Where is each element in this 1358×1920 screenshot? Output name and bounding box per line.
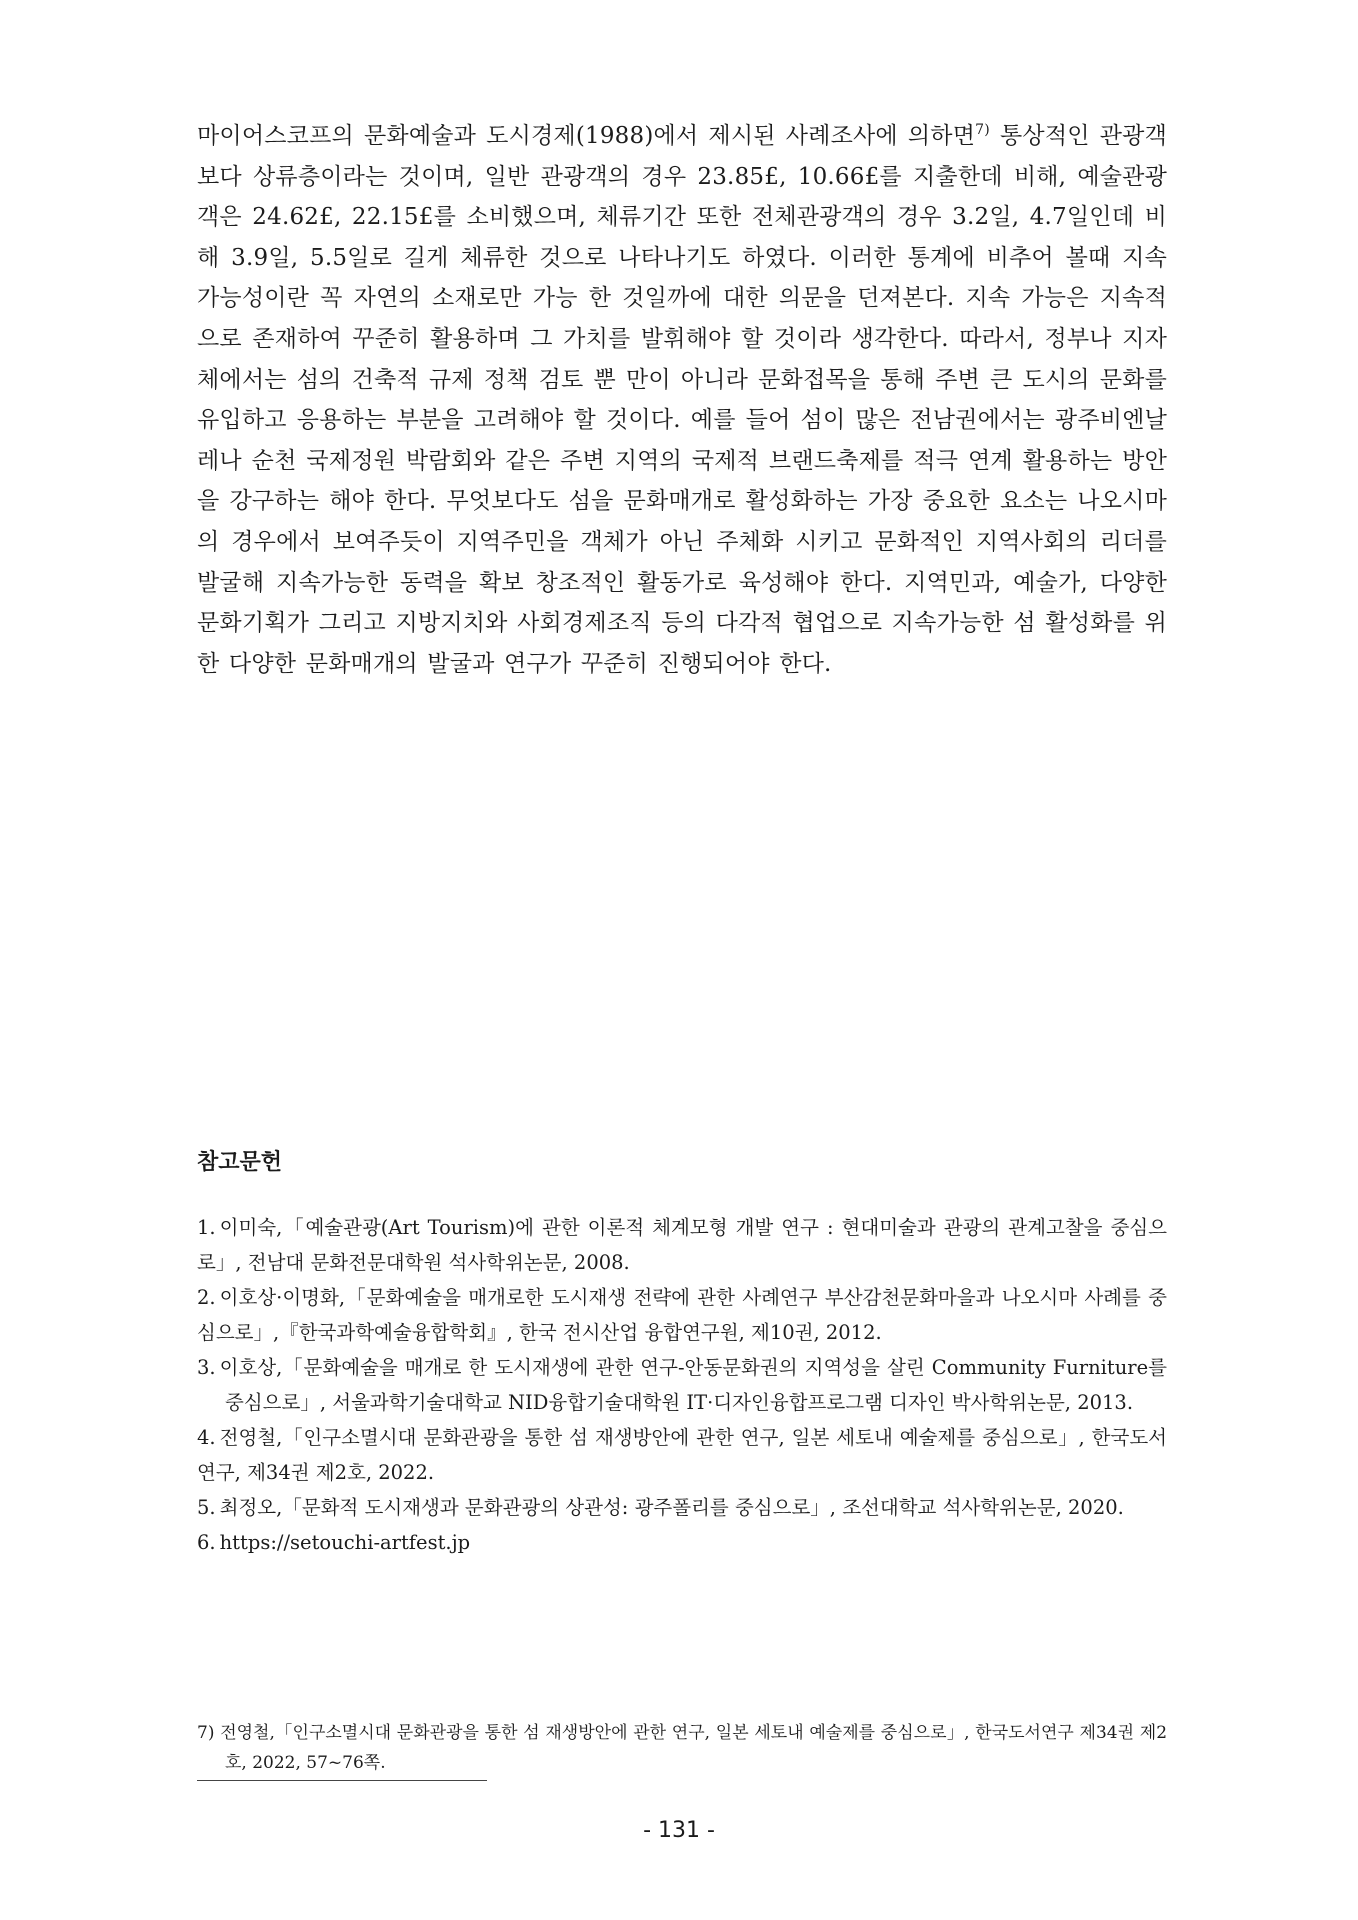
reference-item — [197, 1525, 1167, 1560]
reference-text: 최정오,「문화적 도시재생과 문화관광의 상관성: 광주폴리를 중심으로」, 조선대학교 석사학위논문, 2020. — [219, 1496, 1124, 1519]
reference-item — [197, 1490, 1167, 1525]
body-text-start: 마이어스코프의 문화예술과 도시경제(1988)에서 제시된 사례조사에 의하면 — [197, 123, 976, 149]
footnote-marker: 7) — [197, 1723, 215, 1743]
references-heading: 참고문헌 — [197, 1150, 283, 1175]
reference-item — [197, 1210, 1167, 1280]
reference-link[interactable]: https://setouchi-artfest.jp — [219, 1531, 471, 1554]
reference-text: 이호상,「문화예술을 매개로 한 도시재생에 관한 연구-안동문화권의 지역성을 살린 Community Furniture를 중심으로」, 서울과학기술대학교 NID융합기술대학원 IT·디자인융합프로그램 디자인 박사학위논문, 2013. — [219, 1356, 1167, 1414]
body-paragraph — [197, 116, 1167, 684]
reference-item — [197, 1350, 1167, 1420]
reference-text: 이미숙,「예술관광(Art Tourism)에 관한 이론적 체계모형 개발 연구 : 현대미술과 관광의 관계고찰을 중심으로」, 전남대 문화전문대학원 석사학위논문, 2008. — [197, 1216, 1167, 1274]
reference-item — [197, 1280, 1167, 1350]
reference-number: 2. — [197, 1286, 216, 1309]
reference-text: 이호상·이명화,「문화예술을 매개로한 도시재생 전략에 관한 사례연구 부산감천문화마을과 나오시마 사례를 중심으로」,『한국과학예술융합학회』, 한국 전시산업 융합연구원, 제10권, 2012. — [197, 1286, 1167, 1344]
reference-number: 4. — [197, 1426, 216, 1449]
reference-number: 5. — [197, 1496, 216, 1519]
reference-text: 전영철,「인구소멸시대 문화관광을 통한 섬 재생방안에 관한 연구, 일본 세토내 예술제를 중심으로」, 한국도서연구, 제34권 제2호, 2022. — [197, 1426, 1167, 1484]
references-list — [197, 1210, 1167, 1560]
footnote-reference[interactable]: 7) — [975, 122, 990, 138]
footnote-text: 전영철,「인구소멸시대 문화관광을 통한 섬 재생방안에 관한 연구, 일본 세토내 예술제를 중심으로」, 한국도서연구 제34권 제2호, 2022, 57~76쪽. — [220, 1723, 1168, 1773]
reference-number: 3. — [197, 1356, 216, 1379]
reference-number: 1. — [197, 1216, 216, 1239]
reference-item — [197, 1420, 1167, 1490]
footnote — [197, 1718, 1167, 1778]
reference-number: 6. — [197, 1531, 216, 1554]
footnote-divider — [197, 1780, 487, 1781]
body-text-end: 통상적인 관광객보다 상류층이라는 것이며, 일반 관광객의 경우 23.85£, 10.66£를 지출한데 비해, 예술관광객은 24.62£, 22.15£를 소비했으며, 체류기간 또한 전체관광객의 경우 3.2일, 4.7일인데 비해 3.9일, 5.5일로 길게 체류한 것으로 나타나기도 하였다. 이러한 통계에 비추어 볼때 지속 가능성이란 꼭 자연의 소재로만 가능 한 것일까에 대한 의문을 던져본다. 지속 가능은 지속적으로 존재하여 꾸준히 활용하며 그 가치를 발휘해야 할 것이라 생각한다. 따라서, 정부나 지자체에서는 섬의 건축적 규제 정책 검토 뿐 만이 아니라 문화접목을 통해 주변 큰 도시의 문화를 유입하고 응용하는 부분을 고려해야 할 것이다. 예를 들어 섬이 많은 전남권에서는 광주비엔날레나 순천 국제정원 박람회와 같은 주변 지역의 국제적 브랜드축제를 적극 연계 활용하는 방안을 강구하는 해야 한다. 무엇보다도 섬을 문화매개로 활성화하는 가장 중요한 요소는 나오시마의 경우에서 보여주듯이 지역주민을 객체가 아닌 주체화 시키고 문화적인 지역사회의 리더를 발굴해 지속가능한 동력을 확보 창조적인 활동가로 육성해야 한다. 지역민과, 예술가, 다양한 문화기획가 그리고 지방지치와 사회경제조직 등의 다각적 협업으로 지속가능한 섬 활성화를 위한 다양한 문화매개의 발굴과 연구가 꾸준히 진행되어야 한다. — [197, 123, 1168, 677]
page-number: - 131 - — [643, 1818, 715, 1843]
